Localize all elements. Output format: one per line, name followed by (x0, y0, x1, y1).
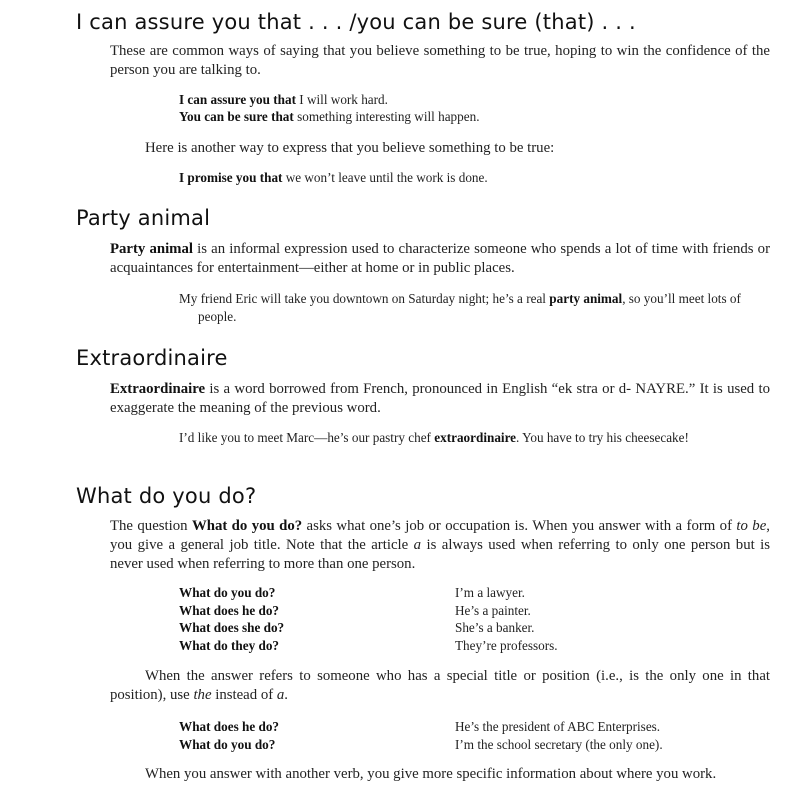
italic-term: the (193, 687, 212, 703)
paragraph-special-title (110, 667, 770, 705)
example-text: something interesting will happen. (293, 109, 480, 124)
question-cell: What do they do? (179, 637, 280, 653)
answer-cell: He’s a painter. (455, 602, 531, 618)
answer-cell: He’s the president of ABC Enterprises. (455, 719, 661, 734)
example-bold-phrase: I can assure you that (179, 92, 296, 107)
definition-text: is an informal expression used to characterize someone who spends a lot of time with friends or acquaintances for entertainment—either at home or in public places. (110, 241, 771, 276)
example-text: My friend Eric will take you downtown on Saturday night; he’s a real (179, 291, 550, 306)
question-cell: What do you do? (179, 736, 276, 752)
intro-text: The question (110, 518, 192, 534)
special-title-table (179, 718, 785, 753)
question-cell: What does she do? (179, 620, 285, 636)
example-text: , so you’ll meet lots of people. (198, 291, 741, 324)
table-row (179, 584, 785, 602)
question-cell: What does he do? (179, 602, 280, 618)
answer-cell: She’s a banker. (455, 620, 535, 636)
section-heading-what-do-you-do: What do you do? (76, 484, 257, 508)
section-heading-assure: I can assure you that . . . /you can be sure (that) . . . (76, 10, 636, 34)
example-text: we won’t leave until the work is done. (282, 170, 488, 185)
example-promise (179, 169, 779, 187)
definition-text: is a word borrowed from French, pronounced in English “ek stra or d- NAYRE.” It is used to exaggerate the meaning of the previous word. (110, 381, 770, 416)
italic-term: to be (736, 518, 767, 534)
example-bold-phrase: You can be sure that (179, 109, 294, 124)
table-row (179, 602, 785, 620)
table-row (179, 718, 785, 736)
term-bold: What do you do? (191, 518, 303, 534)
term-bold: Party animal (110, 241, 194, 257)
intro-text: is always used when referring to only one person but is never used when referring to more than one person. (110, 537, 771, 572)
example-extraordinaire (179, 429, 758, 447)
section-intro-what-do-you-do (110, 517, 770, 574)
section-intro-extraordinaire (110, 380, 770, 418)
table-row (179, 736, 785, 754)
job-question-table (179, 584, 785, 654)
body-text: instead of (211, 687, 277, 703)
italic-term: a (413, 537, 422, 553)
section-heading-extraordinaire: Extraordinaire (76, 346, 228, 370)
example-assure-1 (179, 91, 779, 109)
section-heading-party-animal: Party animal (76, 206, 211, 230)
example-text: I will work hard. (296, 92, 388, 107)
answer-cell: They’re professors. (455, 637, 558, 653)
body-text: When the answer refers to someone who has a special title or position (i.e., is the only one in that position), use (110, 668, 770, 703)
example-bold-phrase: extraordinaire (434, 430, 517, 445)
example-assure-2 (179, 108, 779, 126)
answer-cell: I’m the school secretary (the only one). (455, 736, 663, 752)
example-party-animal (179, 290, 758, 325)
table-row (179, 619, 785, 637)
intro-text: , you give a general job title. Note that the article (110, 518, 770, 553)
answer-cell: I’m a lawyer. (455, 585, 525, 600)
intro-text: asks what one’s job or occupation is. When you answer with a form of (302, 518, 737, 534)
section-note-assure: Here is another way to express that you believe something to be true: (145, 140, 555, 156)
term-bold: Extraordinaire (110, 381, 206, 397)
example-text: I’d like you to meet Marc—he’s our pastry chef (179, 430, 435, 445)
paragraph-another-verb: When you answer with another verb, you give more specific information about where you work. (145, 766, 717, 782)
example-bold-phrase: I promise you that (179, 170, 283, 185)
body-text: . (284, 687, 288, 703)
question-cell: What do you do? (179, 585, 276, 600)
example-text: . You have to try his cheesecake! (516, 430, 689, 445)
table-row (179, 637, 785, 655)
example-bold-phrase: party animal (549, 291, 623, 306)
section-intro-assure: These are common ways of saying that you believe something to be true, hoping to win the confidence of the person you are talking to. (110, 43, 770, 78)
question-cell: What does he do? (179, 719, 280, 734)
italic-term: a (276, 687, 285, 703)
section-intro-party-animal (110, 240, 770, 278)
